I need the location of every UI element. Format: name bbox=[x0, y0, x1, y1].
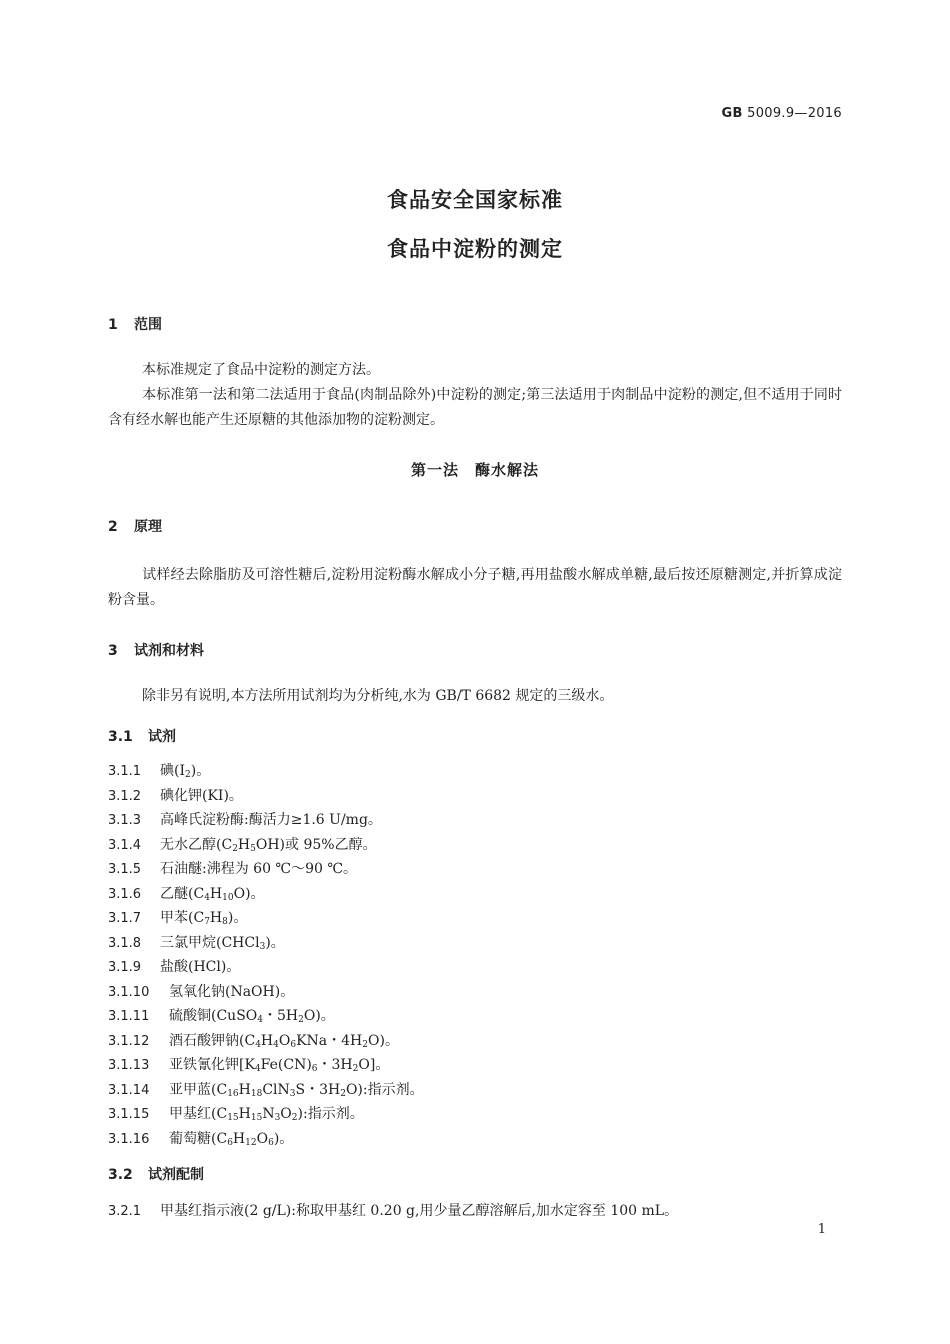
reagent-item bbox=[108, 981, 294, 1001]
reagent-number: 3.1.2 bbox=[108, 788, 142, 804]
reagent-text: )。 bbox=[273, 1130, 294, 1147]
subscript: 15 bbox=[250, 1113, 263, 1123]
doc-subtitle: 食品中淀粉的测定 bbox=[387, 237, 563, 261]
subscript: 18 bbox=[250, 1088, 263, 1099]
reagent-text: O bbox=[278, 1032, 291, 1049]
reagent-text: 乙醚(C bbox=[160, 885, 205, 902]
subscript: 3 bbox=[274, 1113, 281, 1123]
reagent-number: 3.1.15 bbox=[108, 1107, 150, 1122]
subscript: 5 bbox=[250, 843, 256, 854]
reagent-item bbox=[108, 1103, 364, 1123]
subscript: 6 bbox=[268, 1137, 274, 1148]
reagent-item bbox=[108, 858, 357, 878]
reagent-text: O)。 bbox=[303, 1008, 335, 1024]
reagent-number: 3.1.9 bbox=[108, 960, 142, 975]
reagent-item bbox=[108, 1005, 335, 1025]
subscript: 3 bbox=[259, 941, 266, 952]
subscript: 4 bbox=[204, 892, 210, 903]
reagent-item bbox=[108, 1054, 389, 1074]
subscript: 6 bbox=[311, 1064, 318, 1074]
reagent-text: H bbox=[237, 836, 251, 853]
subscript: 2 bbox=[185, 770, 191, 780]
reagent-text: O]。 bbox=[358, 1057, 390, 1073]
reagent-text: H bbox=[238, 1106, 251, 1122]
reagent-item bbox=[108, 883, 265, 903]
reagent-text: H bbox=[209, 885, 223, 902]
subscript: 4 bbox=[257, 1015, 263, 1025]
subscript: 4 bbox=[273, 1039, 279, 1050]
reagent-text: 石油醚:沸程为 60 ℃～90 ℃。 bbox=[160, 861, 358, 877]
subscript: 8 bbox=[222, 917, 228, 927]
reagent-text: KNa・4H bbox=[296, 1032, 363, 1049]
standard-number: GB 5009.9—2016 bbox=[721, 106, 842, 121]
reagent-text: 三氯甲烷(CHCl bbox=[160, 934, 260, 951]
reagent-text: 亚铁氰化钾[K bbox=[169, 1057, 255, 1073]
reagent-text: ・3H bbox=[317, 1057, 353, 1073]
reagent-text: )。 bbox=[265, 934, 285, 951]
reagent-text: OH)或 95%乙醇。 bbox=[255, 836, 377, 853]
reagent-text: 甲基红(C bbox=[169, 1106, 228, 1122]
section-1-body: 本标准规定了食品中淀粉的测定方法。 本标准第一法和第二法适用于食品(肉制品除外)中淀粉的测定;第三法适用于肉制品中淀粉的测定,但不适用于同时含有经水解也能产生还原糖的其他添加物的淀粉测定。 bbox=[108, 362, 842, 428]
section-3-body: 除非另有说明,本方法所用试剂均为分析纯,水为 GB/T 6682 规定的三级水。 bbox=[142, 688, 614, 704]
reagent-item bbox=[108, 809, 382, 829]
reagent-number: 3.1.5 bbox=[108, 862, 142, 877]
reagent-text: O)。 bbox=[233, 885, 265, 902]
reagent-text: )。 bbox=[227, 910, 248, 926]
method-1-title: 第一法 酶水解法 bbox=[410, 461, 539, 479]
reagent-text: 盐酸(HCl)。 bbox=[160, 959, 241, 975]
reagent-text: 葡萄糖(C bbox=[169, 1130, 228, 1147]
section-2-heading: 2 原理 bbox=[108, 519, 162, 535]
reagent-text: 高峰氏淀粉酶:酶活力≥1.6 U/mg。 bbox=[160, 812, 382, 828]
subscript: 16 bbox=[227, 1088, 239, 1099]
reagent-text: 碘(I bbox=[160, 763, 185, 779]
reagent-text: 甲苯(C bbox=[160, 910, 205, 926]
reagent-number: 3.1.14 bbox=[108, 1082, 150, 1098]
reagent-number: 3.1.3 bbox=[108, 813, 142, 828]
doc-title: 食品安全国家标准 bbox=[387, 188, 563, 212]
subscript: 15 bbox=[227, 1113, 239, 1123]
subscript: 2 bbox=[352, 1064, 359, 1074]
reagent-number: 3.1.12 bbox=[108, 1033, 150, 1049]
subscript: 4 bbox=[254, 1064, 261, 1074]
subscript: 6 bbox=[227, 1137, 233, 1148]
reagent-text: 亚甲蓝(C bbox=[169, 1081, 228, 1098]
subscript: 2 bbox=[232, 843, 238, 854]
reagent-text: )。 bbox=[190, 763, 211, 779]
subscript: 2 bbox=[362, 1039, 368, 1050]
subscript: 12 bbox=[245, 1137, 257, 1148]
reagent-item bbox=[108, 907, 247, 927]
reagent-number: 3.1.13 bbox=[108, 1058, 150, 1073]
reagent-text: ):指示剂。 bbox=[297, 1106, 364, 1122]
subscript: 10 bbox=[222, 892, 234, 903]
reagent-text: ClN bbox=[262, 1081, 290, 1098]
reagent-item bbox=[108, 932, 285, 952]
reagent-text: Fe(CN) bbox=[260, 1057, 312, 1073]
section-3-2-heading: 3.2 试剂配制 bbox=[108, 1167, 204, 1183]
reagent-number: 3.1.10 bbox=[108, 984, 150, 1000]
reagent-item bbox=[108, 785, 243, 805]
reagent-number: 3.1.16 bbox=[108, 1131, 150, 1147]
subscript: 2 bbox=[291, 1113, 298, 1123]
reagent-text: S・3H bbox=[295, 1081, 341, 1098]
subscript: 6 bbox=[290, 1039, 297, 1050]
reagent-text: O)。 bbox=[368, 1032, 399, 1049]
reagent-item bbox=[108, 1128, 293, 1148]
reagent-text: 碘化钾(KI)。 bbox=[160, 787, 243, 804]
subscript: 3 bbox=[289, 1088, 296, 1099]
section-1-heading: 1 范围 bbox=[108, 317, 162, 333]
section-3-1-heading: 3.1 试剂 bbox=[108, 729, 176, 745]
reagent-text: O bbox=[256, 1130, 269, 1147]
reagent-item bbox=[108, 1079, 424, 1099]
reagent-text: O):指示剂。 bbox=[345, 1081, 424, 1098]
reagent-number: 3.1.6 bbox=[108, 886, 142, 902]
reagent-text: ・5H bbox=[263, 1008, 299, 1024]
section-3-2-1: 3.2.1 甲基红指示液(2 g/L):称取甲基红 0.20 g,用少量乙醇溶解后,加水定容至 100 mL。 bbox=[108, 1203, 679, 1219]
reagent-item bbox=[108, 956, 240, 976]
subscript: 2 bbox=[298, 1015, 304, 1025]
reagent-text: 酒石酸钾钠(C bbox=[169, 1032, 256, 1049]
subscript: 7 bbox=[204, 917, 210, 927]
reagent-text: H bbox=[209, 910, 223, 926]
reagent-number: 3.1.1 bbox=[108, 764, 142, 779]
reagent-text: N bbox=[262, 1106, 275, 1122]
reagent-text: H bbox=[238, 1081, 251, 1098]
subscript: 2 bbox=[340, 1088, 346, 1099]
subscript: 4 bbox=[255, 1039, 261, 1050]
reagent-text: 硫酸铜(CuSO bbox=[169, 1008, 258, 1024]
section-3-heading: 3 试剂和材料 bbox=[108, 643, 204, 659]
reagent-text: 无水乙醇(C bbox=[160, 836, 233, 853]
section-2-body: 试样经去除脂肪及可溶性糖后,淀粉用淀粉酶水解成小分子糖,再用盐酸水解成单糖,最后按还原糖测定,并折算成淀粉含量。 bbox=[108, 567, 842, 608]
reagent-item bbox=[108, 834, 377, 854]
reagent-number: 3.1.8 bbox=[108, 935, 142, 951]
reagent-text: O bbox=[280, 1106, 292, 1122]
reagent-number: 3.1.7 bbox=[108, 911, 142, 926]
reagent-text: 氢氧化钠(NaOH)。 bbox=[169, 983, 295, 1000]
reagent-item bbox=[108, 760, 210, 780]
reagent-text: H bbox=[232, 1130, 246, 1147]
reagent-text: H bbox=[260, 1032, 274, 1049]
reagent-number: 3.1.11 bbox=[108, 1009, 150, 1024]
page-number: 1 bbox=[817, 1222, 826, 1237]
reagent-number: 3.1.4 bbox=[108, 837, 142, 853]
reagent-item bbox=[108, 1030, 399, 1050]
